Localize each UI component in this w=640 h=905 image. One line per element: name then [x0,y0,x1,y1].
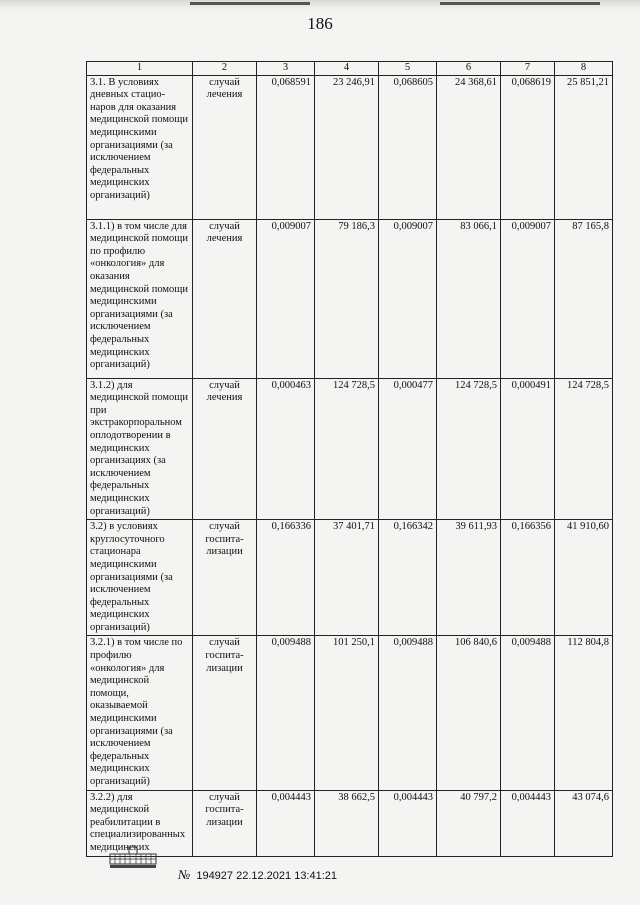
row-value-8: 87 165,8 [555,219,613,378]
header-cell: 8 [555,62,613,76]
row-unit: случай лечения [193,219,257,378]
header-cell: 2 [193,62,257,76]
row-value-3: 0,009007 [257,219,315,378]
row-value-7: 0,068619 [501,75,555,219]
row-value-8: 124 728,5 [555,378,613,520]
scan-mark [190,2,310,5]
table-row [87,378,613,520]
document-footer [108,845,368,885]
row-value-4: 37 401,71 [315,520,379,636]
row-unit: случай лечения [193,75,257,219]
row-value-5: 0,009488 [379,636,437,790]
registration-stamp [178,867,337,883]
row-value-6: 39 611,93 [437,520,501,636]
row-unit: случай госпита-лизации [193,636,257,790]
row-value-6: 40 797,2 [437,790,501,856]
row-value-7: 0,009488 [501,636,555,790]
table-row [87,636,613,790]
row-value-8: 41 910,60 [555,520,613,636]
row-value-8: 112 804,8 [555,636,613,790]
data-table [86,61,613,857]
row-value-8: 43 074,6 [555,790,613,856]
row-unit: случай лечения [193,378,257,520]
row-value-3: 0,166336 [257,520,315,636]
row-value-4: 23 246,91 [315,75,379,219]
row-value-5: 0,009007 [379,219,437,378]
row-value-7: 0,009007 [501,219,555,378]
row-description: 3.2.2) для медицинской реабилитации в специализированных медицинских [87,790,193,856]
row-value-4: 79 186,3 [315,219,379,378]
row-description: 3.2.1) в том числе по профилю «онкология» для медицинской помощи, оказываемой медицинскими организациями (за исключением федеральных медицинских организаций) [87,636,193,790]
table-row [87,219,613,378]
row-value-4: 38 662,5 [315,790,379,856]
row-value-7: 0,004443 [501,790,555,856]
row-unit: случай госпита-лизации [193,790,257,856]
row-value-5: 0,068605 [379,75,437,219]
row-value-6: 83 066,1 [437,219,501,378]
row-value-3: 0,000463 [257,378,315,520]
table-row [87,520,613,636]
row-value-3: 0,009488 [257,636,315,790]
header-cell: 1 [87,62,193,76]
header-cell: 5 [379,62,437,76]
row-value-5: 0,000477 [379,378,437,520]
row-value-8: 25 851,21 [555,75,613,219]
scan-mark [440,2,600,5]
row-value-6: 24 368,61 [437,75,501,219]
row-description: 3.1.1) в том числе для медицинской помощи по профилю «онкология» для оказания медицинской помощи медицинскими организациями (за исключением федеральных медицинских организаций) [87,219,193,378]
row-value-4: 101 250,1 [315,636,379,790]
row-description: 3.1. В условиях дневных стацио-наров для оказания медицинской помощи медицинскими организациями (за исключением федеральных медицинских организаций) [87,75,193,219]
row-value-6: 124 728,5 [437,378,501,520]
row-value-7: 0,000491 [501,378,555,520]
row-value-7: 0,166356 [501,520,555,636]
row-value-5: 0,166342 [379,520,437,636]
table-header-row [87,62,613,76]
row-description: 3.2) в условиях круглосуточного стационара медицинскими организациями (за исключением федеральных медицинских организаций) [87,520,193,636]
header-cell: 3 [257,62,315,76]
page-number: 186 [307,14,333,33]
stamp-sign: № [178,867,191,882]
row-description: 3.1.2) для медицинской помощи при экстракорпоральном оплодотворении в медицинских организациях (за исключением федеральных медицинских организаций) [87,378,193,520]
header-cell: 4 [315,62,379,76]
header-cell: 7 [501,62,555,76]
row-value-3: 0,004443 [257,790,315,856]
table-row [87,75,613,219]
row-unit: случай госпита-лизации [193,520,257,636]
stamp-number-date: 194927 22.12.2021 13:41:21 [196,870,338,882]
header-cell: 6 [437,62,501,76]
government-logo-icon [108,845,158,869]
row-value-3: 0,068591 [257,75,315,219]
row-value-6: 106 840,6 [437,636,501,790]
row-value-4: 124 728,5 [315,378,379,520]
row-value-5: 0,004443 [379,790,437,856]
